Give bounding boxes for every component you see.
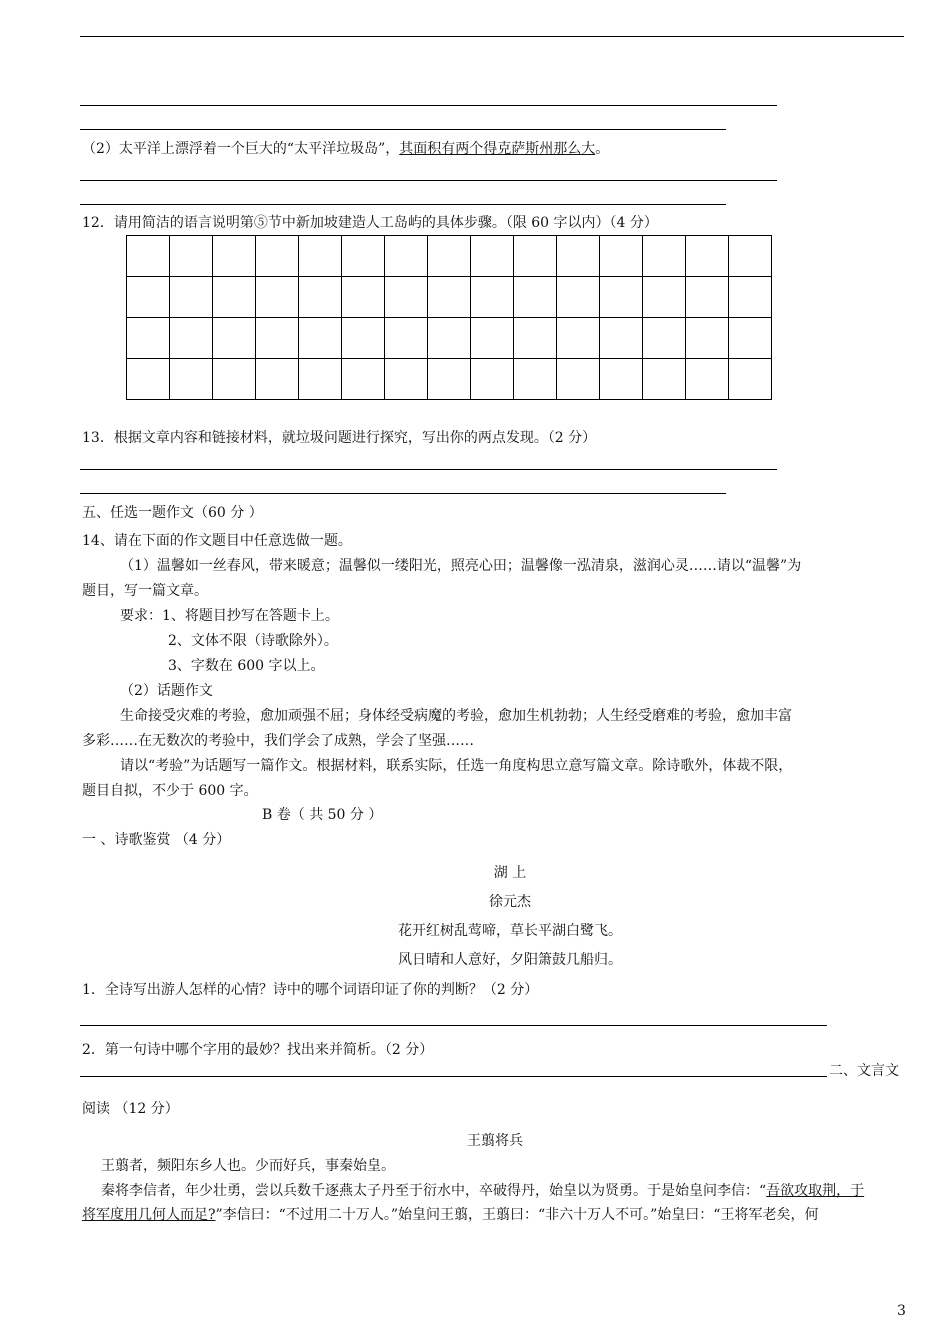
q12-question: 12．请用简洁的语言说明第⑤节中新加坡建造人工岛屿的具体步骤。（限 60 字以内）（4 分） xyxy=(82,215,658,231)
poem-line2: 风日晴和人意好，夕阳箫鼓几船归。 xyxy=(398,952,622,968)
grid-row xyxy=(127,277,772,318)
answer-line xyxy=(80,129,726,130)
answer-grid[interactable] xyxy=(126,235,772,400)
poem-author: 徐元杰 xyxy=(489,894,531,910)
q14-opt2-title: （2）话题作文 xyxy=(120,683,213,699)
q14-opt2-line4: 题目自拟，不少于 600 字。 xyxy=(82,783,258,799)
q14-opt1-line2: 题目，写一篇文章。 xyxy=(82,583,208,599)
section2-title-part2: 阅读 （12 分） xyxy=(82,1101,179,1117)
partB-q1: 1．全诗写出游人怎样的心情？诗中的哪个词语印证了你的判断？（2 分） xyxy=(82,982,539,998)
classical-p1: 王翦者，频阳东乡人也。少而好兵，事秦始皇。 xyxy=(101,1158,395,1174)
q14-req3: 3、字数在 600 字以上。 xyxy=(168,658,325,674)
answer-line xyxy=(80,204,726,205)
page-number: 3 xyxy=(897,1303,906,1319)
partB-q2: 2．第一句诗中哪个字用的最妙？找出来并简析。（2 分） xyxy=(82,1042,434,1058)
q14-intro: 14、请在下面的作文题目中任意选做一题。 xyxy=(82,533,352,549)
answer-line xyxy=(80,469,777,470)
q14-req1: 要求：1、将题目抄写在答题卡上。 xyxy=(120,608,339,624)
classical-title: 王翦将兵 xyxy=(467,1133,523,1149)
poem-title: 湖 上 xyxy=(493,865,527,881)
classical-p2-line2: 将军度用几何人而足?”李信曰：“不过用二十万人。”始皇问王翦，王翦曰：“非六十万人不可。”始皇曰：“王将军老矣，何 xyxy=(82,1207,819,1223)
partB-title: B 卷（ 共 50 分 ） xyxy=(262,807,383,823)
q11-item2: （2）太平洋上漂浮着一个巨大的“太平洋垃圾岛”，其面积有两个得克萨斯州那么大。 xyxy=(82,141,610,157)
q14-opt2-line1: 生命接受灾难的考验，愈加顽强不屈；身体经受病魔的考验，愈加生机勃勃；人生经受磨难的考验，愈加丰富 xyxy=(120,708,792,724)
answer-line xyxy=(80,493,726,494)
answer-line xyxy=(80,1025,827,1026)
q14-opt2-line2: 多彩……在无数次的考验中，我们学会了成熟，学会了坚强…… xyxy=(82,733,474,749)
section5-title: 五、任选一题作文（60 分 ） xyxy=(82,505,263,521)
q14-opt1-line1: （1）温馨如一丝春风，带来暖意；温馨似一缕阳光，照亮心田；温馨像一泓清泉，滋润心灵……请以“温馨”为 xyxy=(120,558,802,574)
classical-underlined-1: 吾欲攻取荆，于 xyxy=(766,1183,865,1199)
q13-question: 13．根据文章内容和链接材料，就垃圾问题进行探究，写出你的两点发现。（2 分） xyxy=(82,430,597,446)
answer-line xyxy=(80,180,777,181)
q11-item2-underlined: 其面积有两个得克萨斯州那么大 xyxy=(399,141,596,157)
grid-row xyxy=(127,359,772,400)
q14-opt2-line3: 请以“考验”为话题写一篇作文。根据材料，联系实际，任选一角度构思立意写篇文章。除诗歌外，体裁不限， xyxy=(120,758,793,774)
grid-row xyxy=(127,236,772,277)
classical-p2-line1: 秦将李信者，年少壮勇，尝以兵数千逐燕太子丹至于衍水中，卒破得丹，始皇以为贤勇。于是始皇问李信：“吾欲攻取荆，于 xyxy=(101,1183,865,1199)
grid-row xyxy=(127,318,772,359)
q14-req2: 2、文体不限（诗歌除外）。 xyxy=(168,633,338,649)
partB-section1: 一 、诗歌鉴赏 （4 分） xyxy=(82,832,231,848)
classical-underlined-2: 将军度用几何人而足? xyxy=(82,1207,216,1223)
answer-line xyxy=(80,105,777,106)
answer-line xyxy=(80,1076,827,1077)
header-rule xyxy=(80,36,904,37)
poem-line1: 花开红树乱莺啼，草长平湖白鹭飞。 xyxy=(398,923,622,939)
section2-title-part1: 二、文言文 xyxy=(829,1063,899,1079)
